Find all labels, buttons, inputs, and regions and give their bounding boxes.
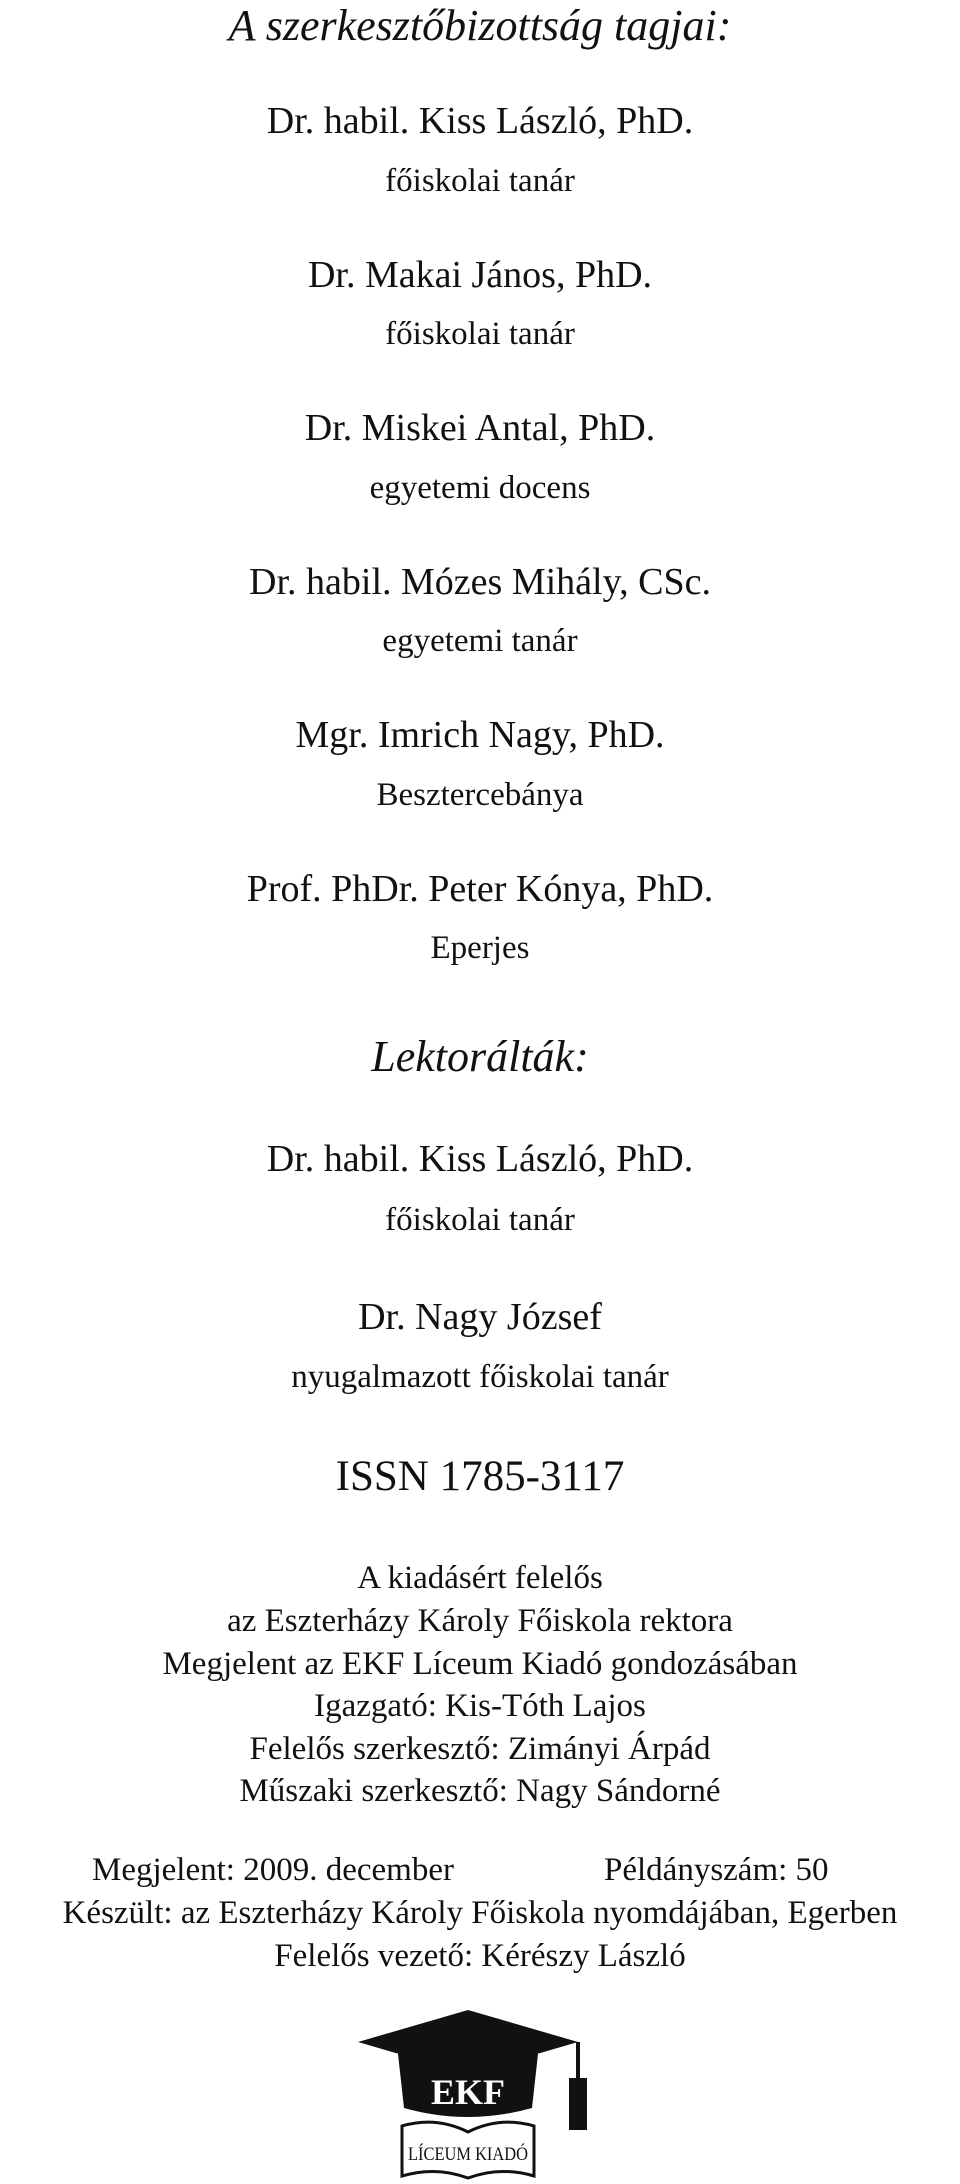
board-member-name: Dr. Makai János, PhD. bbox=[307, 254, 653, 296]
board-heading: A szerkesztőbizottság tagjai: bbox=[228, 1, 732, 50]
board-member-name: Dr. habil. Mózes Mihály, CSc. bbox=[249, 561, 711, 603]
logo-banner-text: LÍCEUM KIADÓ bbox=[408, 2144, 547, 2165]
imprint-line: Felelős szerkesztő: Zimányi Árpád bbox=[249, 1731, 711, 1767]
imprint-line: Igazgató: Kis-Tóth Lajos bbox=[314, 1688, 646, 1724]
board-member-role: egyetemi tanár bbox=[382, 623, 578, 659]
logo-ekf-text: EKF bbox=[430, 2072, 506, 2112]
reviewer-role: nyugalmazott főiskolai tanár bbox=[291, 1359, 669, 1395]
imprint-line: Megjelent az EKF Líceum Kiadó gondozásában bbox=[162, 1646, 798, 1682]
printing-manager: Felelős vezető: Kérészy László bbox=[274, 1938, 686, 1974]
board-member-role: főiskolai tanár bbox=[385, 316, 575, 352]
board-member-role: Eperjes bbox=[430, 930, 530, 966]
issn-number: ISSN 1785-3117 bbox=[335, 1453, 625, 1500]
board-member-name: Dr. habil. Kiss László, PhD. bbox=[266, 100, 694, 142]
board-member-role: Besztercebánya bbox=[376, 777, 584, 813]
imprint-line: az Eszterházy Károly Főiskola rektora bbox=[227, 1603, 733, 1639]
imprint-line: A kiadásért felelős bbox=[357, 1560, 603, 1596]
board-member-role: egyetemi docens bbox=[369, 470, 591, 506]
printing-info: Készült: az Eszterházy Károly Főiskola nyomdájában, Egerben bbox=[62, 1895, 898, 1931]
reviewer-role: főiskolai tanár bbox=[385, 1202, 575, 1238]
ekf-liceum-kiado-logo bbox=[356, 2008, 606, 2180]
publication-date: Megjelent: 2009. december bbox=[92, 1852, 454, 1888]
board-member-name: Dr. Miskei Antal, PhD. bbox=[304, 407, 656, 449]
copies-count: Példányszám: 50 bbox=[604, 1852, 829, 1888]
reviewer-name: Dr. Nagy József bbox=[358, 1296, 602, 1338]
imprint-line: Műszaki szerkesztő: Nagy Sándorné bbox=[239, 1773, 721, 1809]
board-member-role: főiskolai tanár bbox=[385, 163, 575, 199]
board-member-name: Mgr. Imrich Nagy, PhD. bbox=[295, 714, 665, 756]
tassel bbox=[569, 2078, 587, 2130]
board-member-name: Prof. PhDr. Peter Kónya, PhD. bbox=[246, 868, 714, 910]
reviewer-name: Dr. habil. Kiss László, PhD. bbox=[266, 1138, 694, 1180]
reviewers-heading: Lektorálták: bbox=[371, 1032, 589, 1081]
